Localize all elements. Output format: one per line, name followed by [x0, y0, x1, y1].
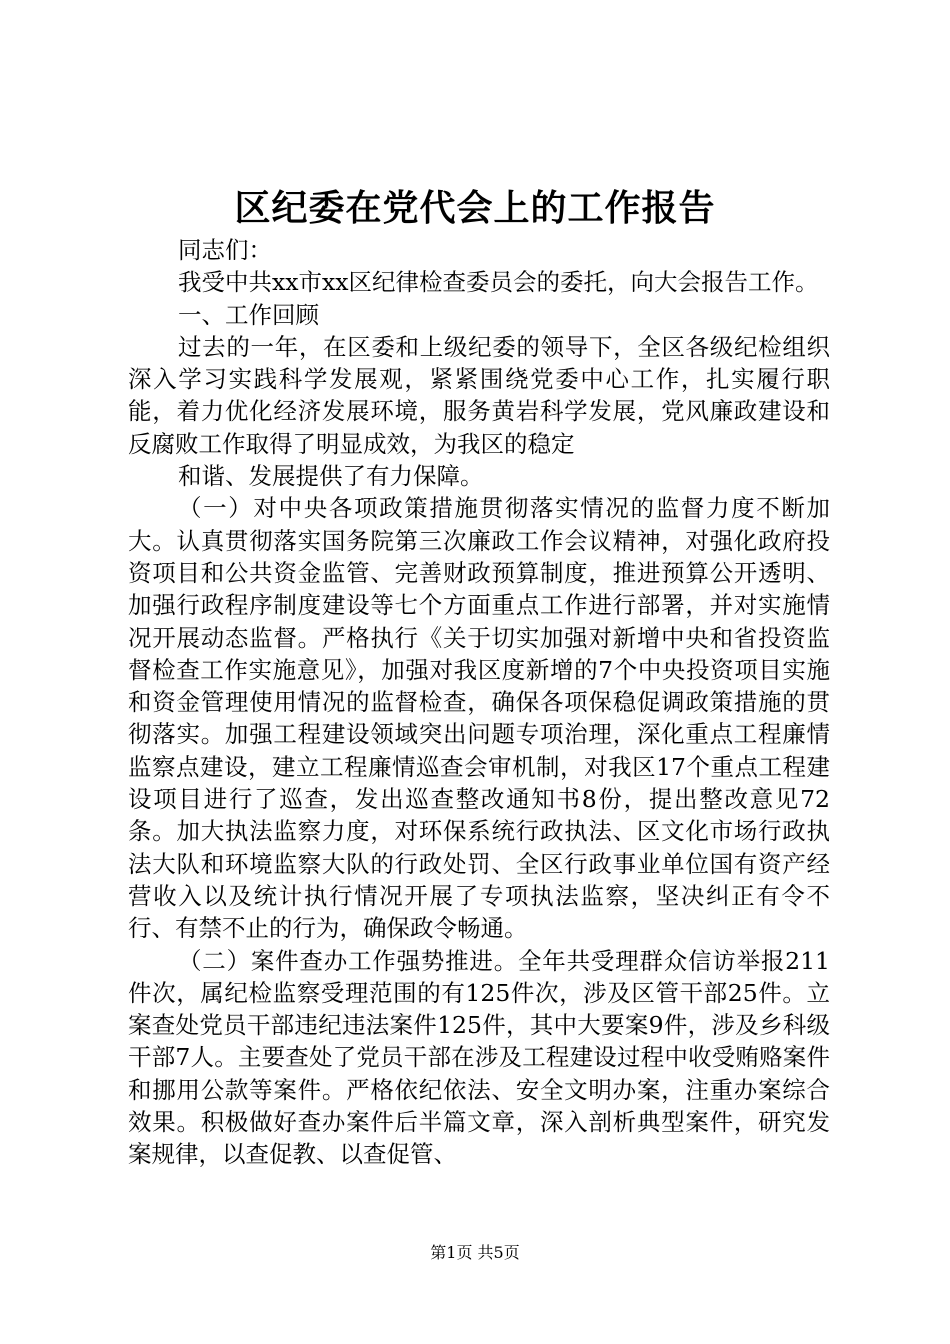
paragraph-review-cont: 和谐、发展提供了有力保障。 [178, 462, 484, 491]
salutation: 同志们： [178, 236, 272, 264]
section-heading: 一、工作回顾 [178, 300, 319, 329]
paragraph-item-2: （二）案件查办工作强势推进。全年共受理群众信访举报211件次，属纪检监察受理范围的有125件次，涉及区管干部25件。立案查处党员干部违纪违法案件125件，其中大要案9件，涉及乡科级干部7人。主要查处了党员干部在涉及工程建设过程中收受贿赂案件和挪用公款等案件。严格依纪依法、安全文明办案，注重办案综合效果。积极做好查办案件后半篇文章，深入剖析典型案件，研究发案规律，以查促教、以查促管、 [128, 946, 830, 1169]
page-number: 第1页 共5页 [430, 1243, 520, 1262]
paragraph-review: 过去的一年，在区委和上级纪委的领导下，全区各级纪检组织深入学习实践科学发展观，紧紧围绕党委中心工作，扎实履行职能，着力优化经济发展环境，服务黄岩科学发展，党风廉政建设和反腐败工作取得了明显成效，为我区的稳定 [128, 332, 830, 458]
paragraph-item-1: （一）对中央各项政策措施贯彻落实情况的监督力度不断加大。认真贯彻落实国务院第三次廉政工作会议精神，对强化政府投资项目和公共资金监管、完善财政预算制度，推进预算公开透明、加强行政程序制度建设等七个方面重点工作进行部署，并对实施情况开展动态监督。严格执行《关于切实加强对新增中央和省投资监督检查工作实施意见》，加强对我区度新增的7个中央投资项目实施和资金管理使用情况的监督检查，确保各项保稳促调政策措施的贯彻落实。加强工程建设领域突出问题专项治理，深化重点工程廉情监察点建设，建立工程廉情巡查会审机制，对我区17个重点工程建设项目进行了巡查，发出巡查整改通知书8份，提出整改意见72条。加大执法监察力度，对环保系统行政执法、区文化市场行政执法大队和环境监察大队的行政处罚、全区行政事业单位国有资产经营收入以及统计执行情况开展了专项执法监察，坚决纠正有令不行、有禁不止的行为，确保政令畅通。 [128, 494, 830, 943]
paragraph-intro: 我受中共xx市xx区纪律检查委员会的委托，向大会报告工作。 [178, 268, 819, 297]
document-title: 区纪委在党代会上的工作报告 [234, 187, 716, 229]
document-body [128, 234, 830, 1171]
